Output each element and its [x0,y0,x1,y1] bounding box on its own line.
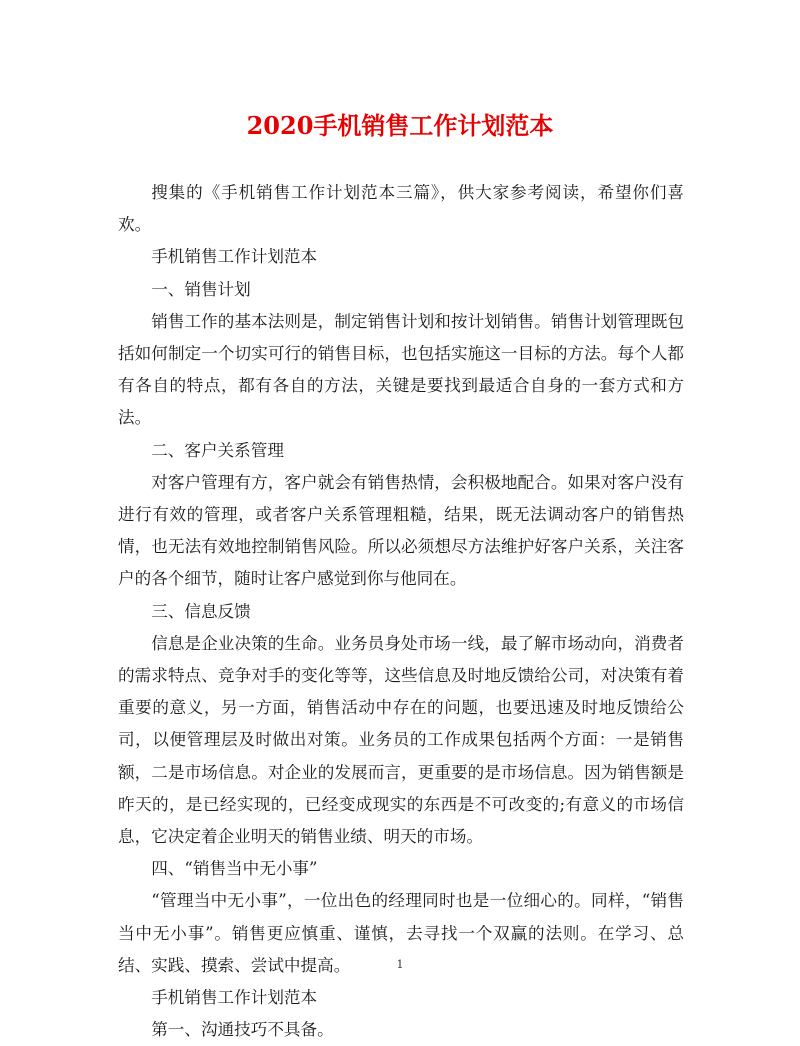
intro-paragraph: 搜集的《手机销售工作计划范本三篇》，供大家参考阅读，希望你们喜欢。 [118,183,684,235]
body-paragraph: 销售工作的基本法则是，制定销售计划和按计划销售。销售计划管理既包括如何制定一个切实可行的销售目标，也包括实施这一目标的方法。每个人都有各自的特点，都有各自的方法，关键是要找到最适合自身的一套方式和方法。 [118,311,684,428]
section-heading: 四、“销售当中无小事” [151,859,318,879]
body-paragraph: 对客户管理有方，客户就会有销售热情，会积极地配合。如果对客户没有进行有效的管理，或者客户关系管理粗糙，结果，既无法调动客户的销售热情，也无法有效地控制销售风险。所以必须想尽方法维护好客户关系，关注客户的各个细节，随时让客户感觉到你与他同在。 [118,472,684,589]
section-heading: 手机销售工作计划范本 [151,247,318,267]
body-paragraph: 第一、沟通技巧不具备。 [151,1020,334,1040]
section-heading: 二、客户关系管理 [151,440,284,460]
document-body [118,177,684,1046]
page-number: 1 [396,958,404,971]
section-heading: 手机销售工作计划范本 [151,988,318,1008]
section-heading: 三、信息反馈 [151,601,251,621]
body-paragraph: 信息是企业决策的生命。业务员身处市场一线，最了解市场动向，消费者的需求特点、竞争对手的变化等等，这些信息及时地反馈给公司，对决策有着重要的意义，另一方面，销售活动中存在的问题，也要迅速及时地反馈给公司，以便管理层及时做出对策。业务员的工作成果包括两个方面：一是销售额，二是市场信息。对企业的发展而言，更重要的是市场信息。因为销售额是昨天的，是已经实现的，已经变成现实的东西是不可改变的;有意义的市场信息，它决定着企业明天的销售业绩、明天的市场。 [118,633,684,847]
body-paragraph: “管理当中无小事”，一位出色的经理同时也是一位细心的。同样，“销售当中无小事”。销售更应慎重、谨慎，去寻找一个双赢的法则。在学习、总结、实践、摸索、尝试中提高。 [118,891,684,975]
section-heading: 一、销售计划 [151,279,251,299]
page-title: 2020手机销售工作计划范本 [246,111,554,140]
